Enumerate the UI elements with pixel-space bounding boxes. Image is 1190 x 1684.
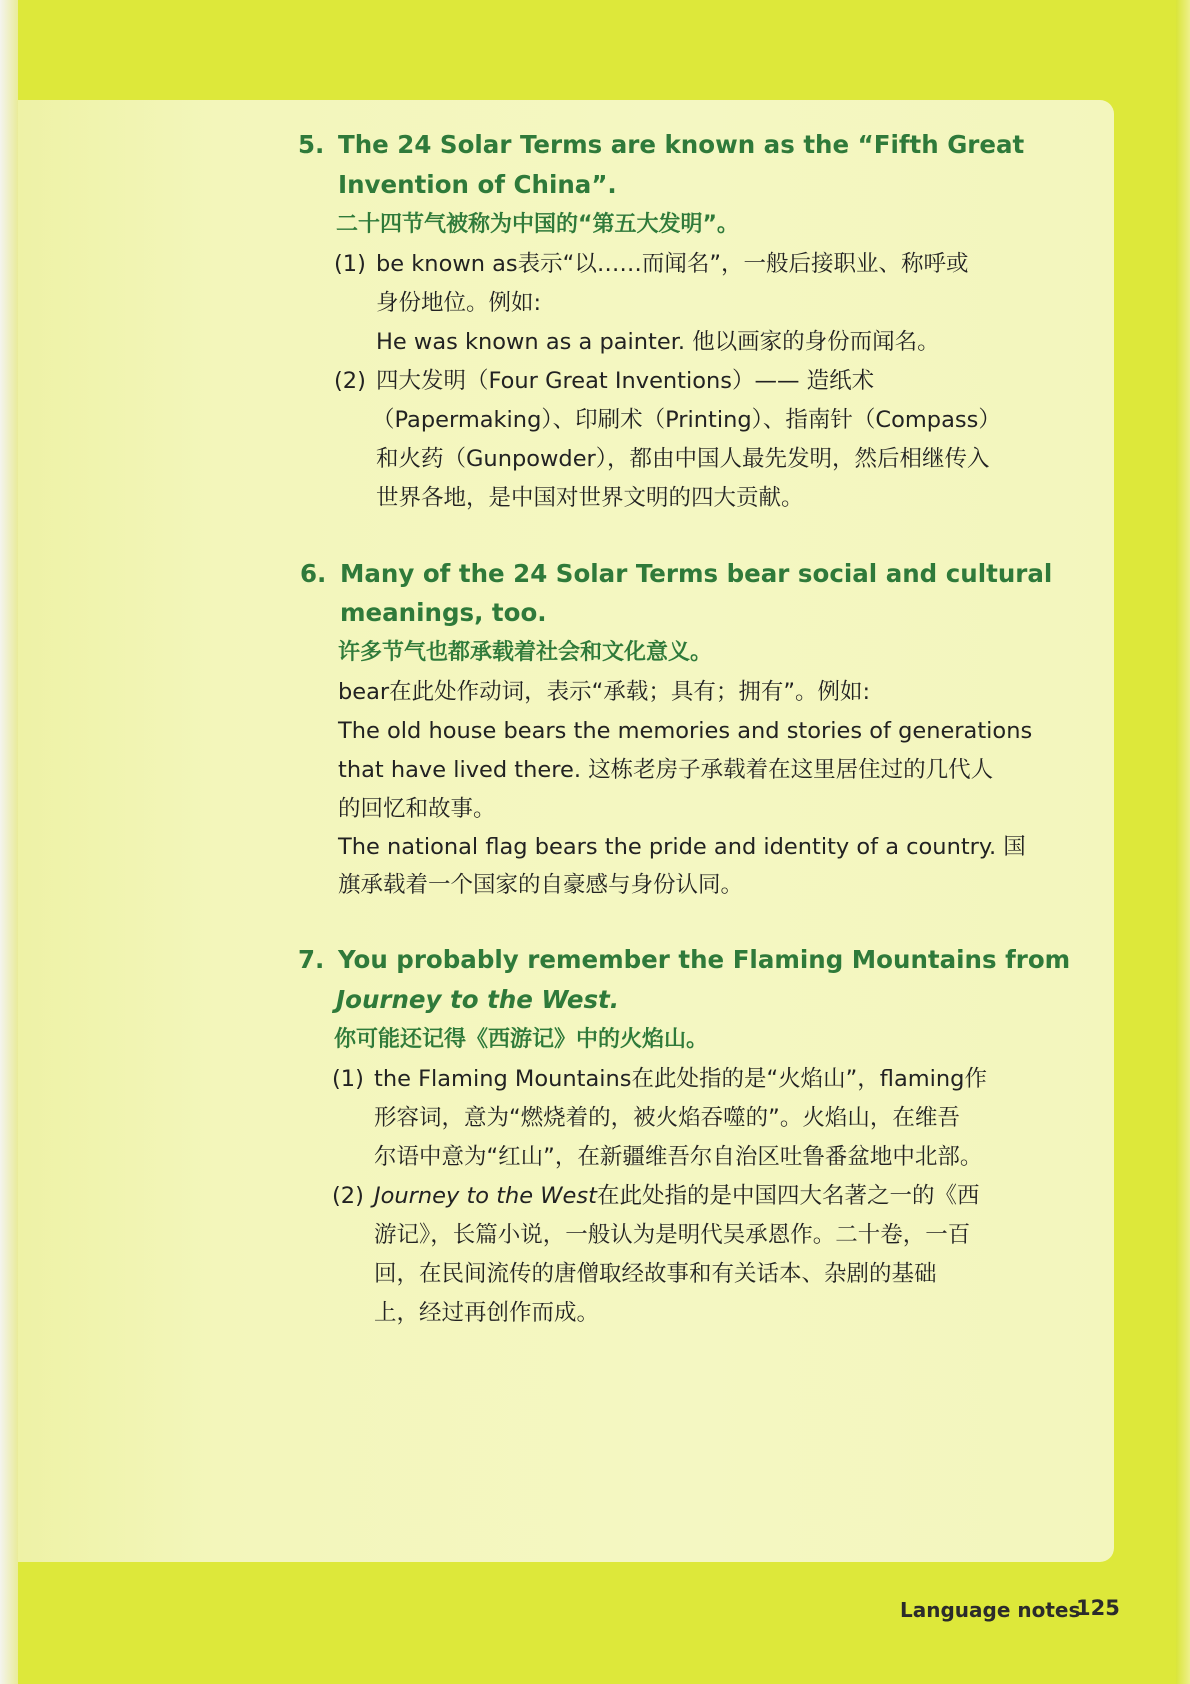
page-left-edge xyxy=(0,0,18,1684)
note-heading-line: You probably remember the Flaming Mountains from xyxy=(338,945,1071,974)
footer-section-label: Language notes xyxy=(900,1598,1081,1622)
point-line: 身份地位。例如: xyxy=(376,290,542,316)
note-number: 5. xyxy=(298,130,325,159)
point-label: (2) xyxy=(332,1183,364,1209)
page-number: 125 xyxy=(1076,1596,1120,1620)
point-line-rest: 在此处指的是中国四大名著之一的《西 xyxy=(596,1183,980,1209)
example-line: The national flag bears the pride and identity of a country. 国 xyxy=(338,834,1026,860)
point-label: (1) xyxy=(332,1066,364,1092)
example-line: The old house bears the memories and stories of generations xyxy=(338,718,1033,744)
point-line: 回，在民间流传的唐僧取经故事和有关话本、杂剧的基础 xyxy=(374,1261,937,1287)
point-line: （Papermaking）、印刷术（Printing）、指南针（Compass） xyxy=(372,407,1001,433)
note-heading-line: meanings, too. xyxy=(340,598,547,627)
point-line: 形容词，意为“燃烧着的，被火焰吞噬的”。火焰山，在维吾 xyxy=(374,1105,960,1131)
point-label: (2) xyxy=(334,368,366,394)
note-heading-line: Many of the 24 Solar Terms bear social and cultural xyxy=(340,559,1053,588)
point-line: 尔语中意为“红山”，在新疆维吾尔自治区吐鲁番盆地中北部。 xyxy=(374,1144,983,1170)
point-line: 和火药（Gunpowder），都由中国人最先发明，然后相继传入 xyxy=(376,446,990,472)
note-5-translation: 二十四节气被称为中国的“第五大发明”。 xyxy=(336,212,739,237)
note-6-translation: 许多节气也都承载着社会和文化意义。 xyxy=(338,640,713,665)
note-heading-line: Invention of China”. xyxy=(338,170,617,199)
point-line xyxy=(374,1175,979,1217)
book-title: Journey to the West xyxy=(374,1183,597,1209)
point-line: the Flaming Mountains在此处指的是“火焰山”，flaming作 xyxy=(374,1066,987,1092)
point-line: 游记》，长篇小说，一般认为是明代吴承恩作。二十卷，一百 xyxy=(374,1222,971,1248)
point-line: 四大发明（Four Great Inventions）—— 造纸术 xyxy=(376,368,875,394)
point-line: 世界各地，是中国对世界文明的四大贡献。 xyxy=(376,485,804,511)
point-line: 上，经过再创作而成。 xyxy=(374,1300,600,1326)
example-line: 的回忆和故事。 xyxy=(338,796,496,822)
note-number: 6. xyxy=(300,559,327,588)
page-right-edge xyxy=(1176,0,1190,1684)
book-title: Journey to the West. xyxy=(336,985,620,1014)
point-label: (1) xyxy=(334,251,366,277)
note-heading-line: The 24 Solar Terms are known as the “Fifth Great xyxy=(338,130,1025,159)
point-line: be known as表示“以……而闻名”，一般后接职业、称呼或 xyxy=(376,251,969,277)
example-line: He was known as a painter. 他以画家的身份而闻名。 xyxy=(376,329,940,355)
example-line: 旗承载着一个国家的自豪感与身份认同。 xyxy=(338,872,744,898)
note-number: 7. xyxy=(298,945,325,974)
note-line: bear在此处作动词，表示“承载；具有；拥有”。例如: xyxy=(338,679,871,705)
example-line: that have lived there. 这栋老房子承载着在这里居住过的几代人 xyxy=(338,757,994,783)
note-7-translation: 你可能还记得《西游记》中的火焰山。 xyxy=(334,1027,709,1052)
